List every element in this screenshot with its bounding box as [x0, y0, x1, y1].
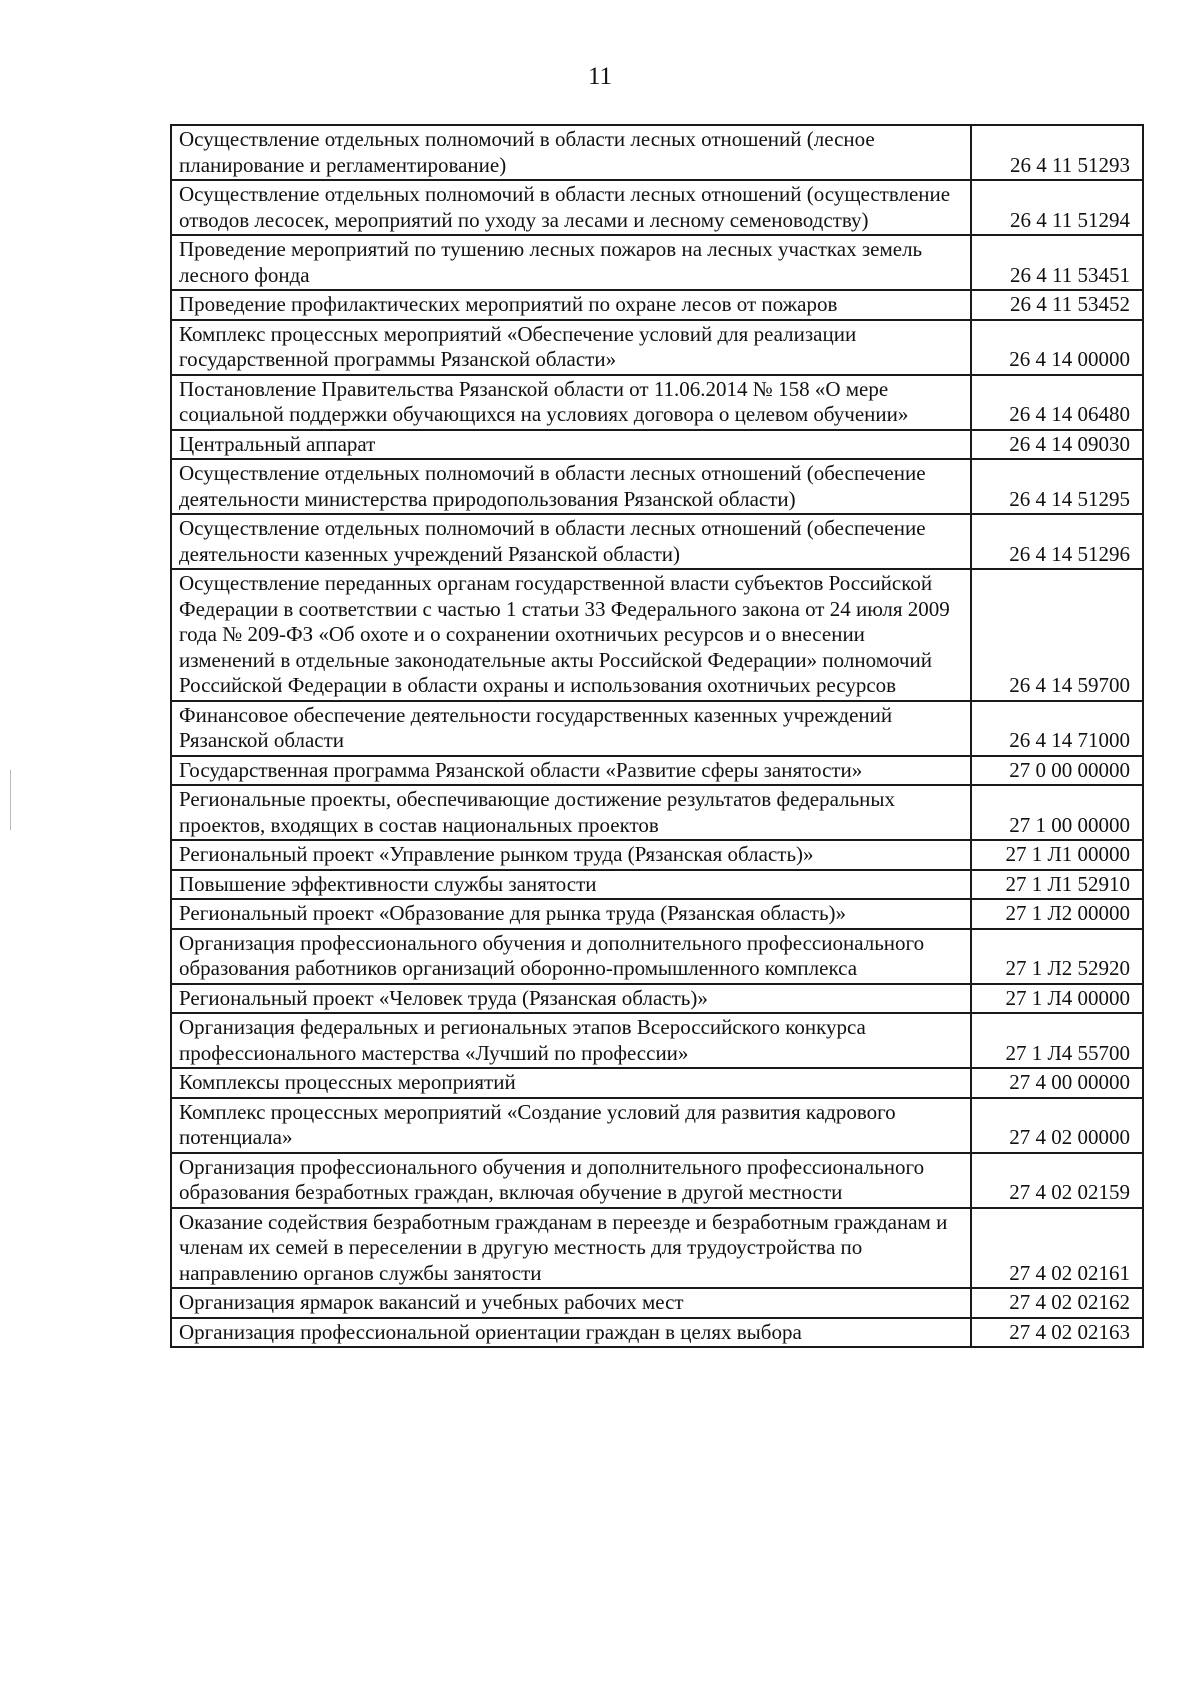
row-name: Организация профессионального обучения и дополнительного профессионального образования работников организаций оборонно-промышленного комплекса: [171, 929, 971, 984]
row-code: 27 1 00 00000: [971, 785, 1143, 840]
row-name: Центральный аппарат: [171, 430, 971, 460]
row-name: Региональные проекты, обеспечивающие достижение результатов федеральных проектов, входящих в состав национальных проектов: [171, 785, 971, 840]
row-code: 26 4 14 09030: [971, 430, 1143, 460]
table-row: [171, 1288, 1143, 1318]
row-code: 27 1 Л2 52920: [971, 929, 1143, 984]
table-row: [171, 125, 1143, 180]
row-name: Осуществление отдельных полномочий в области лесных отношений (обеспечение деятельности министерства природопользования Рязанской области): [171, 459, 971, 514]
row-code: 27 1 Л4 00000: [971, 984, 1143, 1014]
row-code: 27 4 02 00000: [971, 1098, 1143, 1153]
table-row: [171, 514, 1143, 569]
row-code: 27 4 02 02162: [971, 1288, 1143, 1318]
row-code: 26 4 11 53451: [971, 235, 1143, 290]
row-name: Государственная программа Рязанской области «Развитие сферы занятости»: [171, 756, 971, 786]
table-row: [171, 756, 1143, 786]
row-code: 27 1 Л2 00000: [971, 899, 1143, 929]
row-name: Постановление Правительства Рязанской области от 11.06.2014 № 158 «О мере социальной поддержки обучающихся на условиях договора о целевом обучении»: [171, 375, 971, 430]
row-code: 27 4 00 00000: [971, 1068, 1143, 1098]
table-row: [171, 375, 1143, 430]
table-body: [171, 125, 1143, 1347]
row-code: 27 1 Л1 52910: [971, 870, 1143, 900]
row-code: 26 4 11 51294: [971, 180, 1143, 235]
row-code: 27 4 02 02163: [971, 1318, 1143, 1348]
row-name: Осуществление отдельных полномочий в области лесных отношений (лесное планирование и регламентирование): [171, 125, 971, 180]
row-code: 26 4 14 00000: [971, 320, 1143, 375]
table-row: [171, 235, 1143, 290]
table-row: [171, 569, 1143, 701]
row-code: 26 4 14 51295: [971, 459, 1143, 514]
row-code: 27 0 00 00000: [971, 756, 1143, 786]
table-row: [171, 701, 1143, 756]
table-row: [171, 180, 1143, 235]
table-row: [171, 1153, 1143, 1208]
table-row: [171, 1318, 1143, 1348]
row-name: Проведение профилактических мероприятий по охране лесов от пожаров: [171, 290, 971, 320]
row-name: Региональный проект «Образование для рынка труда (Рязанская область)»: [171, 899, 971, 929]
row-name: Организация профессиональной ориентации граждан в целях выбора: [171, 1318, 971, 1348]
table-row: [171, 1098, 1143, 1153]
table-row: [171, 1208, 1143, 1289]
row-name: Организация ярмарок вакансий и учебных рабочих мест: [171, 1288, 971, 1318]
row-code: 26 4 14 06480: [971, 375, 1143, 430]
row-name: Организация профессионального обучения и дополнительного профессионального образования безработных граждан, включая обучение в другой местности: [171, 1153, 971, 1208]
table-row: [171, 459, 1143, 514]
row-name: Осуществление переданных органам государственной власти субъектов Российской Федерации в соответствии с частью 1 статьи 33 Федерального закона от 24 июля 2009 года № 209-ФЗ «Об охоте и о сохранении охотничьих ресурсов и о внесении изменений в отдельные законодательные акты Российской Федерации» полномочий Российской Федерации в области охраны и использования охотничьих ресурсов: [171, 569, 971, 701]
row-code: 27 4 02 02159: [971, 1153, 1143, 1208]
row-name: Осуществление отдельных полномочий в области лесных отношений (обеспечение деятельности казенных учреждений Рязанской области): [171, 514, 971, 569]
row-name: Комплекс процессных мероприятий «Создание условий для развития кадрового потенциала»: [171, 1098, 971, 1153]
table-row: [171, 430, 1143, 460]
row-name: Осуществление отдельных полномочий в области лесных отношений (осуществление отводов лесосек, мероприятий по уходу за лесами и лесному семеноводству): [171, 180, 971, 235]
row-name: Проведение мероприятий по тушению лесных пожаров на лесных участках земель лесного фонда: [171, 235, 971, 290]
row-name: Повышение эффективности службы занятости: [171, 870, 971, 900]
table-row: [171, 290, 1143, 320]
table-row: [171, 929, 1143, 984]
table-row: [171, 785, 1143, 840]
row-code: 26 4 14 51296: [971, 514, 1143, 569]
budget-classification-table: [170, 124, 1144, 1348]
page-number: 11: [587, 63, 613, 90]
row-code: 26 4 11 51293: [971, 125, 1143, 180]
row-code: 26 4 14 59700: [971, 569, 1143, 701]
row-code: 27 1 Л4 55700: [971, 1013, 1143, 1068]
row-code: 26 4 11 53452: [971, 290, 1143, 320]
table-row: [171, 320, 1143, 375]
table-row: [171, 1013, 1143, 1068]
row-name: Комплексы процессных мероприятий: [171, 1068, 971, 1098]
row-name: Оказание содействия безработным гражданам в переезде и безработным гражданам и членам их семей в переселении в другую местность для трудоустройства по направлению органов службы занятости: [171, 1208, 971, 1289]
row-code: 27 1 Л1 00000: [971, 840, 1143, 870]
table-row: [171, 870, 1143, 900]
scan-margin-mark: [10, 770, 11, 830]
row-name: Региональный проект «Человек труда (Рязанская область)»: [171, 984, 971, 1014]
table-row: [171, 1068, 1143, 1098]
row-code: 27 4 02 02161: [971, 1208, 1143, 1289]
row-name: Организация федеральных и региональных этапов Всероссийского конкурса профессионального мастерства «Лучший по профессии»: [171, 1013, 971, 1068]
row-code: 26 4 14 71000: [971, 701, 1143, 756]
row-name: Региональный проект «Управление рынком труда (Рязанская область)»: [171, 840, 971, 870]
table-row: [171, 899, 1143, 929]
budget-classification-table-wrapper: [170, 124, 1142, 1348]
row-name: Комплекс процессных мероприятий «Обеспечение условий для реализации государственной программы Рязанской области»: [171, 320, 971, 375]
row-name: Финансовое обеспечение деятельности государственных казенных учреждений Рязанской области: [171, 701, 971, 756]
table-row: [171, 984, 1143, 1014]
table-row: [171, 840, 1143, 870]
